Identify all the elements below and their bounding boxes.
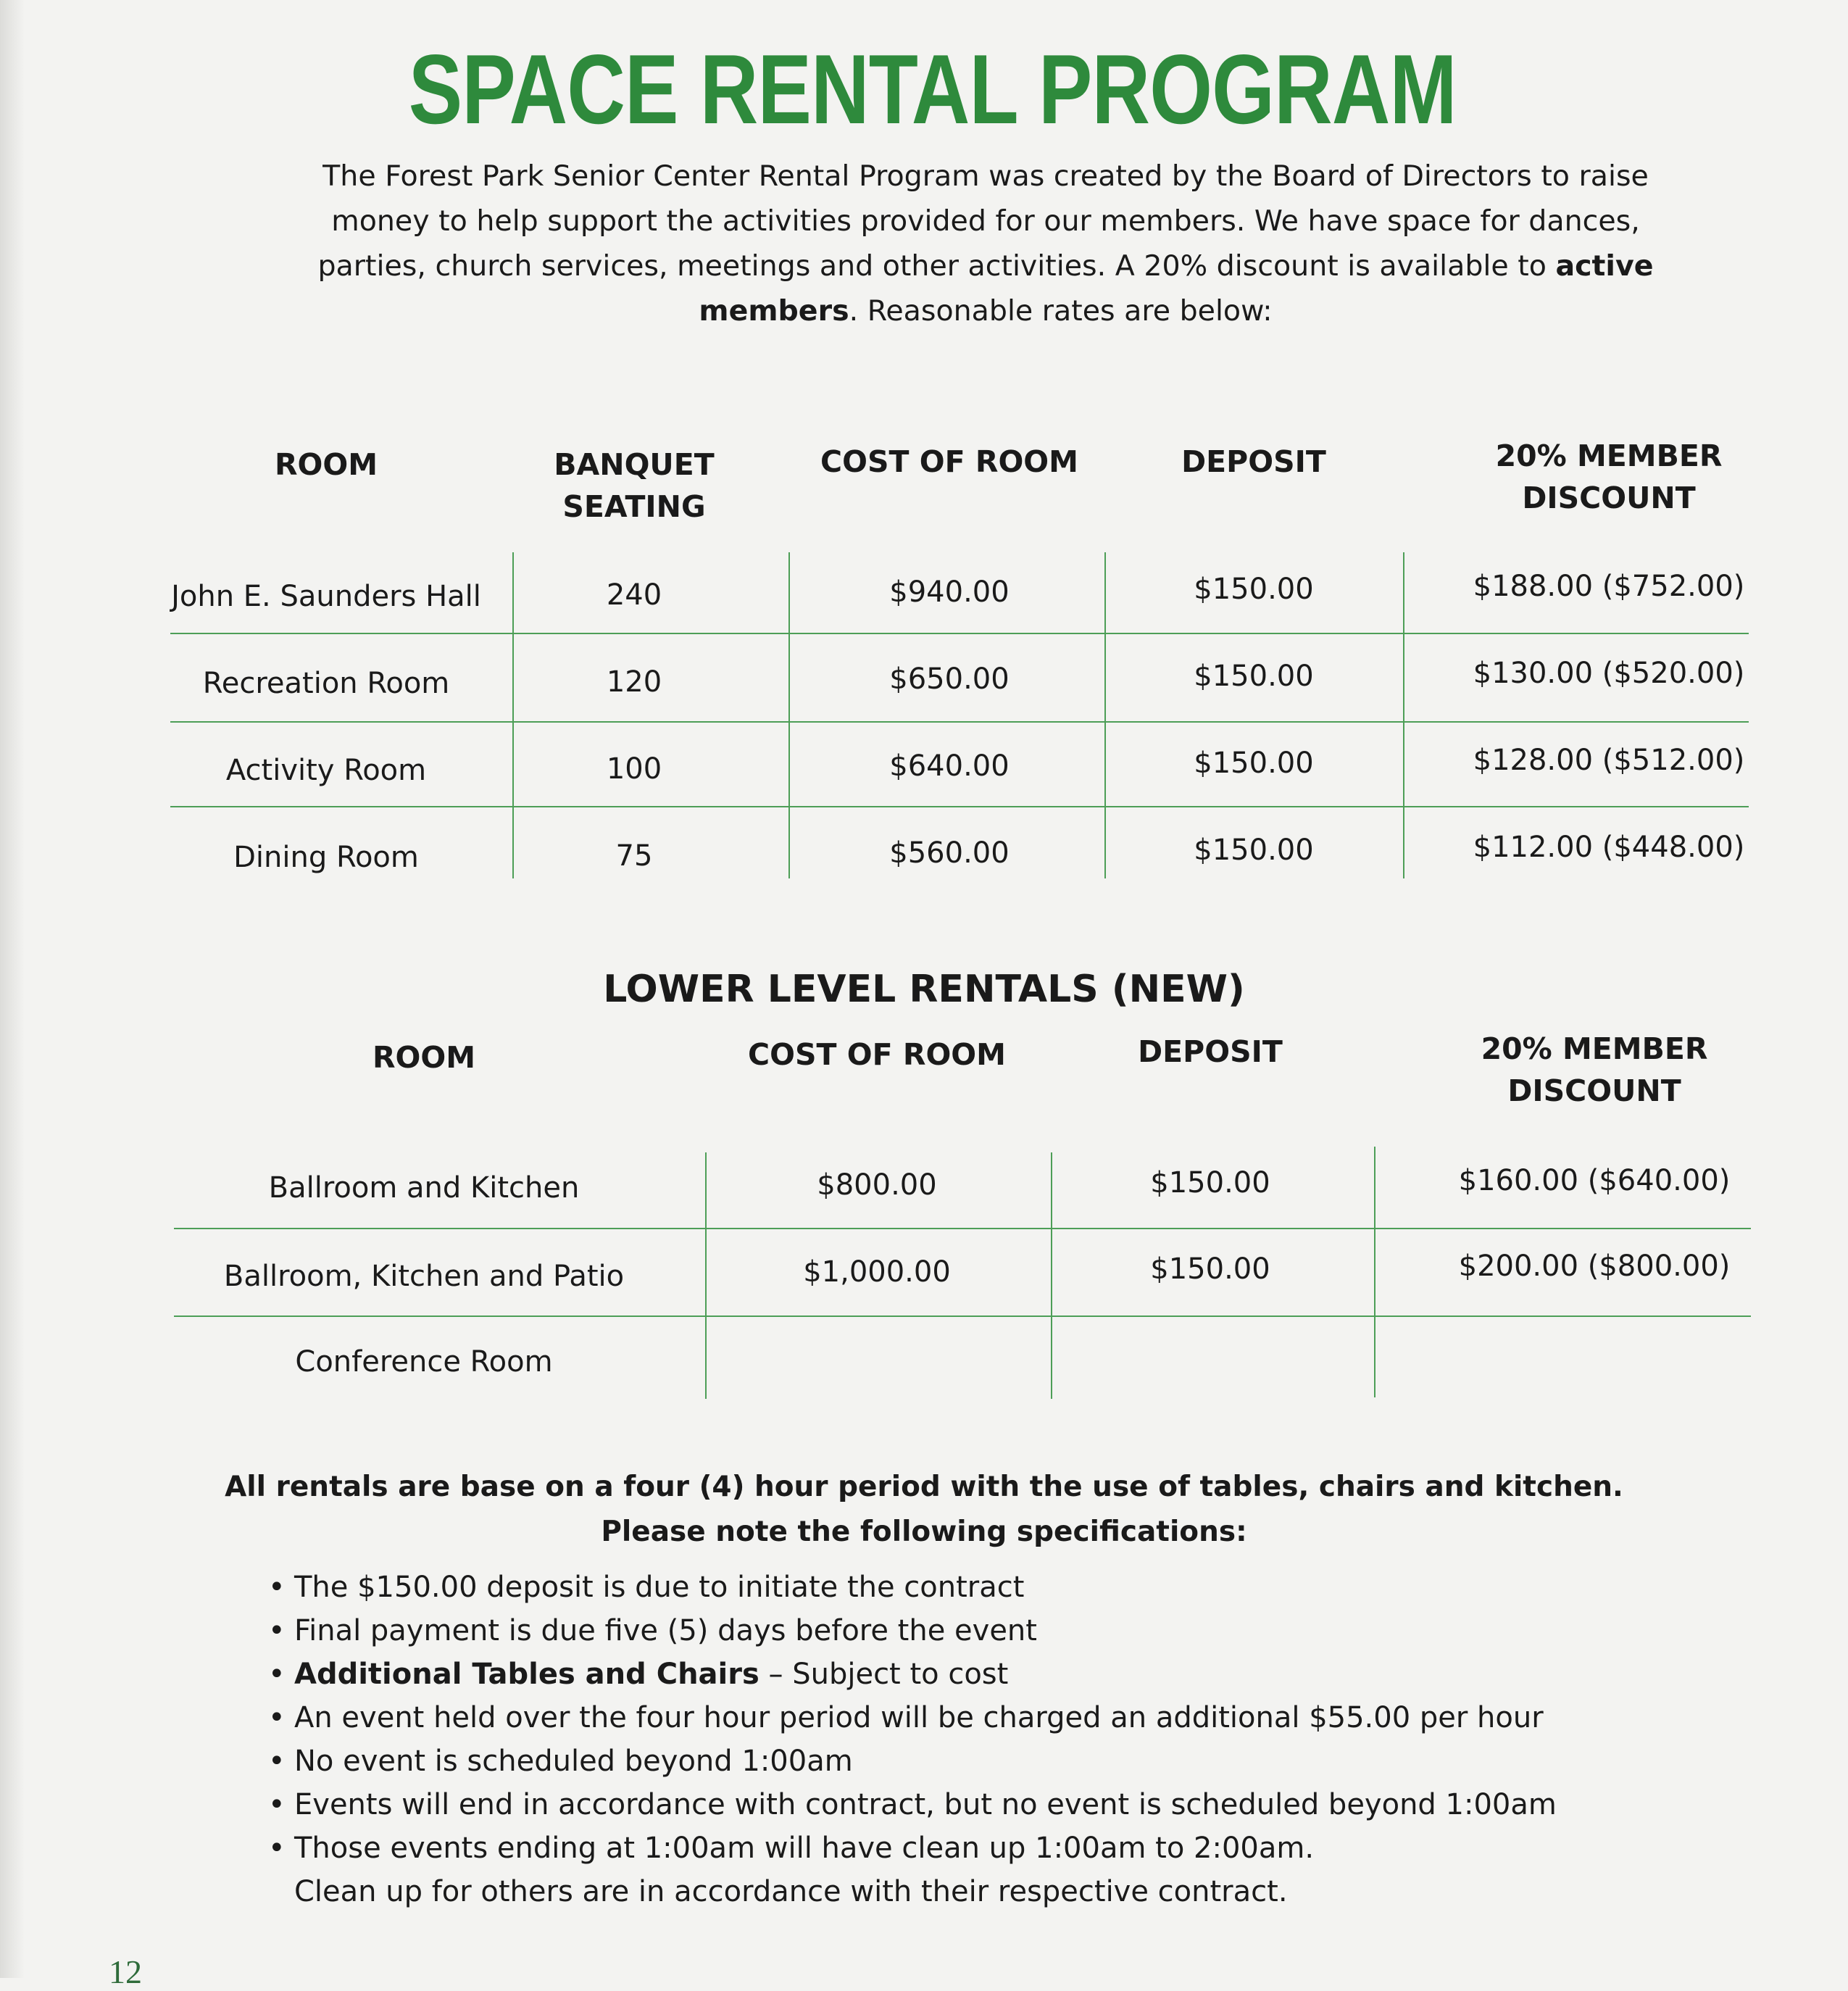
spec-item-events-end: • Events will end in accordance with contract, but no event is scheduled beyond 1:00am — [268, 1783, 1718, 1826]
lower-row-3-room: Conference Room — [295, 1345, 553, 1379]
intro-line-3: parties, church services, meetings and other activities. A 20% discount is available to — [317, 249, 1556, 283]
lower-vline-1 — [705, 1152, 707, 1399]
lower-row-divider-2 — [174, 1315, 1751, 1317]
main-row-2-deposit: $150.00 — [1194, 660, 1314, 693]
main-row-3-cost: $640.00 — [889, 749, 1010, 783]
main-header-discount — [1420, 435, 1797, 519]
main-row-1-room: John E. Saunders Hall — [171, 580, 481, 613]
main-vline-2 — [788, 552, 790, 878]
main-row-1-deposit: $150.00 — [1194, 573, 1314, 606]
main-header-cost: COST OF ROOM — [820, 444, 1078, 479]
spec-item-clean-up: • Those events ending at 1:00am will have clean up 1:00am to 2:00am. — [268, 1826, 1718, 1870]
main-header-discount-line1: 20% MEMBER — [1495, 438, 1723, 473]
main-row-4-room: Dining Room — [233, 841, 419, 874]
main-vline-3 — [1104, 552, 1106, 878]
intro-bold-active: active — [1555, 249, 1654, 283]
main-row-3-seating: 100 — [606, 752, 662, 786]
page-title: SPACE RENTAL PROGRAM — [408, 34, 1457, 144]
spec-item-deposit: • The $150.00 deposit is due to initiate the contract — [268, 1566, 1718, 1609]
specifications-list — [268, 1566, 1718, 1913]
main-row-3-deposit: $150.00 — [1194, 747, 1314, 780]
main-header-deposit: DEPOSIT — [1181, 444, 1326, 479]
lower-row-2-discount: $200.00 ($800.00) — [1458, 1250, 1731, 1283]
spec-item-additional-tables-rest: – Subject to cost — [759, 1658, 1009, 1691]
spec-item-final-payment: • Final payment is due five (5) days before the event — [268, 1609, 1718, 1653]
main-row-1-cost: $940.00 — [889, 575, 1010, 609]
page-number: 12 — [109, 1953, 142, 1990]
main-header-seating-line2: SEATING — [562, 489, 706, 524]
main-row-3-room: Activity Room — [225, 754, 427, 787]
main-row-divider-1 — [170, 633, 1749, 634]
lower-header-discount-line2: DISCOUNT — [1507, 1073, 1681, 1108]
main-header-room: ROOM — [274, 447, 378, 482]
main-row-3-discount: $128.00 ($512.00) — [1473, 744, 1745, 777]
lower-header-discount — [1406, 1028, 1783, 1112]
intro-line-2: money to help support the activities provided for our members. We have space for dances, — [331, 204, 1640, 238]
spec-item-clean-up-continuation: Clean up for others are in accordance with their respective contract. — [294, 1875, 1288, 1908]
main-row-1-seating: 240 — [606, 578, 662, 612]
lower-vline-3 — [1374, 1147, 1375, 1397]
main-row-4-seating: 75 — [615, 839, 653, 873]
spec-item-overtime: • An event held over the four hour period will be charged an additional $55.00 per hour — [268, 1696, 1718, 1739]
lower-row-2-deposit: $150.00 — [1150, 1252, 1270, 1286]
main-row-divider-2 — [170, 721, 1749, 723]
lower-header-deposit: DEPOSIT — [1138, 1034, 1283, 1069]
main-row-1-discount: $188.00 ($752.00) — [1473, 570, 1745, 603]
lower-row-1-discount: $160.00 ($640.00) — [1458, 1164, 1731, 1197]
lower-row-1-deposit: $150.00 — [1150, 1166, 1270, 1200]
lower-header-discount-line1: 20% MEMBER — [1481, 1031, 1708, 1066]
main-row-2-cost: $650.00 — [889, 662, 1010, 696]
intro-line-1: The Forest Park Senior Center Rental Program was created by the Board of Directors to raise — [322, 159, 1649, 193]
specifications-note: Please note the following specifications: — [601, 1516, 1247, 1548]
main-header-seating-line1: BANQUET — [554, 447, 715, 482]
spec-item-additional-tables-label: Additional Tables and Chairs — [294, 1658, 759, 1691]
lower-header-cost: COST OF ROOM — [748, 1037, 1006, 1072]
main-row-4-discount: $112.00 ($448.00) — [1473, 831, 1745, 864]
main-header-seating — [522, 444, 746, 528]
lower-header-room: ROOM — [372, 1040, 476, 1075]
main-row-2-seating: 120 — [606, 665, 662, 699]
main-row-4-deposit: $150.00 — [1194, 834, 1314, 867]
intro-bold-members: members — [699, 294, 849, 328]
main-row-4-cost: $560.00 — [889, 836, 1010, 870]
lower-row-1-room: Ballroom and Kitchen — [268, 1171, 580, 1205]
rental-period-note: All rentals are base on a four (4) hour period with the use of tables, chairs and kitchen. — [225, 1471, 1623, 1503]
intro-paragraph — [275, 154, 1696, 333]
spec-item-additional-tables — [268, 1653, 1718, 1696]
lower-row-2-cost: $1,000.00 — [803, 1255, 951, 1289]
main-row-2-discount: $130.00 ($520.00) — [1473, 657, 1745, 690]
lower-row-2-room: Ballroom, Kitchen and Patio — [223, 1260, 625, 1293]
spec-item-no-event-beyond: • No event is scheduled beyond 1:00am — [268, 1739, 1718, 1783]
lower-row-divider-1 — [174, 1228, 1751, 1229]
lower-vline-2 — [1051, 1152, 1052, 1399]
main-vline-4 — [1403, 552, 1404, 878]
intro-tail: . Reasonable rates are below: — [849, 294, 1273, 328]
lower-level-title: LOWER LEVEL RENTALS (NEW) — [603, 968, 1245, 1011]
main-header-discount-line2: DISCOUNT — [1522, 481, 1696, 515]
main-row-2-room: Recreation Room — [202, 667, 450, 700]
main-vline-1 — [512, 552, 514, 878]
main-row-divider-3 — [170, 806, 1749, 807]
lower-row-1-cost: $800.00 — [817, 1168, 937, 1202]
